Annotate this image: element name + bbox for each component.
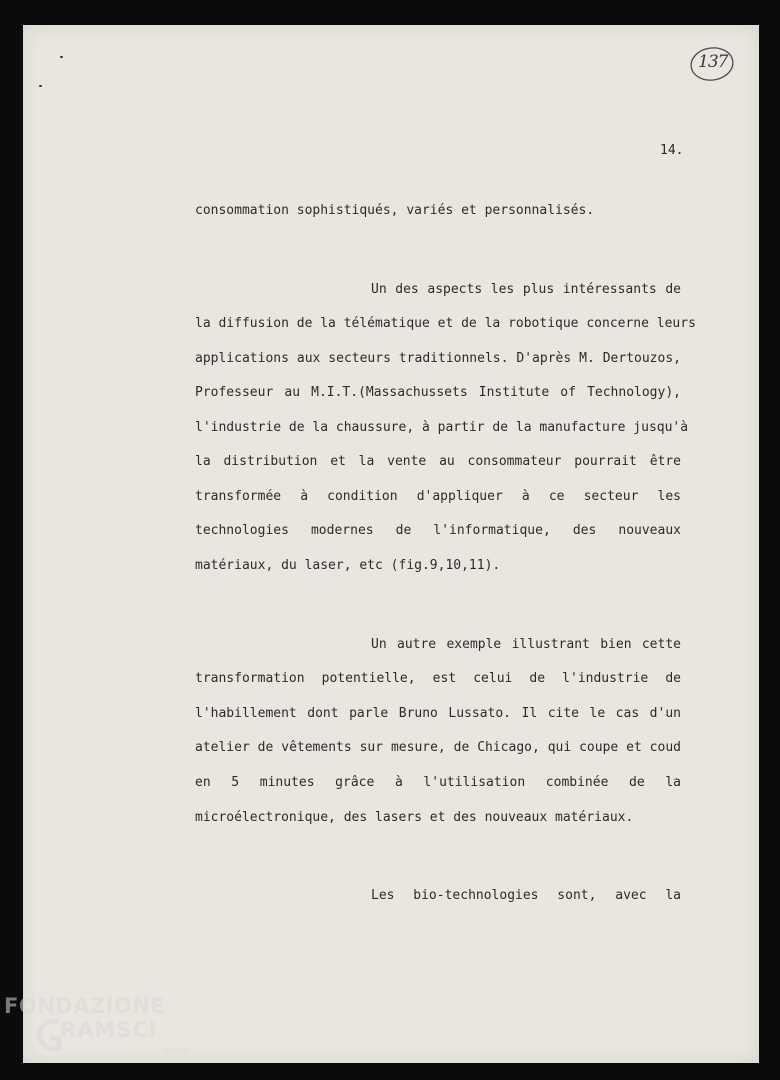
paper-speck <box>39 85 42 87</box>
text-line: applications aux secteurs traditionnels. D'après M. Dertouzos, <box>195 351 681 366</box>
text-line: en 5 minutes grâce à l'utilisation combinée de la <box>195 775 681 790</box>
watermark-logo <box>4 994 204 1074</box>
page-number: 14. <box>660 143 684 158</box>
text-line: transformation potentielle, est celui de l'industrie de <box>195 671 681 686</box>
text-line: l'habillement dont parle Bruno Lussato. Il cite le cas d'un <box>195 706 681 721</box>
archive-number-stamp <box>689 45 733 81</box>
watermark-line-2: RAMSCI <box>60 1018 158 1042</box>
archive-number: 137 <box>698 52 728 72</box>
text-line: atelier de vêtements sur mesure, de Chicago, qui coupe et coud <box>195 740 681 755</box>
text-line: la diffusion de la télématique et de la robotique concerne leurs <box>195 316 696 331</box>
text-line: la distribution et la vente au consommateur pourrait être <box>195 454 681 469</box>
text-line: Un autre exemple illustrant bien cette <box>371 637 681 652</box>
paper-speck <box>60 56 63 58</box>
text-line: Un des aspects les plus intéressants de <box>371 282 681 297</box>
text-line: consommation sophistiqués, variés et personnalisés. <box>195 203 595 218</box>
text-line: Les bio-technologies sont, avec la <box>371 888 681 903</box>
text-line: microélectronique, des lasers et des nouveaux matériaux. <box>195 810 634 825</box>
text-line: matériaux, du laser, etc (fig.9,10,11). <box>195 558 501 573</box>
text-line: technologies modernes de l'informatique, des nouveaux <box>195 523 681 538</box>
document-page <box>23 25 759 1063</box>
text-line: Professeur au M.I.T.(Massachussets Institute of Technology), <box>195 385 681 400</box>
text-line: transformée à condition d'appliquer à ce secteur les <box>195 489 681 504</box>
text-line: l'industrie de la chaussure, à partir de la manufacture jusqu'à <box>195 420 689 435</box>
watermark-line-1: FONDAZIONE <box>4 994 166 1018</box>
watermark-line-3: onlus <box>162 1046 189 1057</box>
